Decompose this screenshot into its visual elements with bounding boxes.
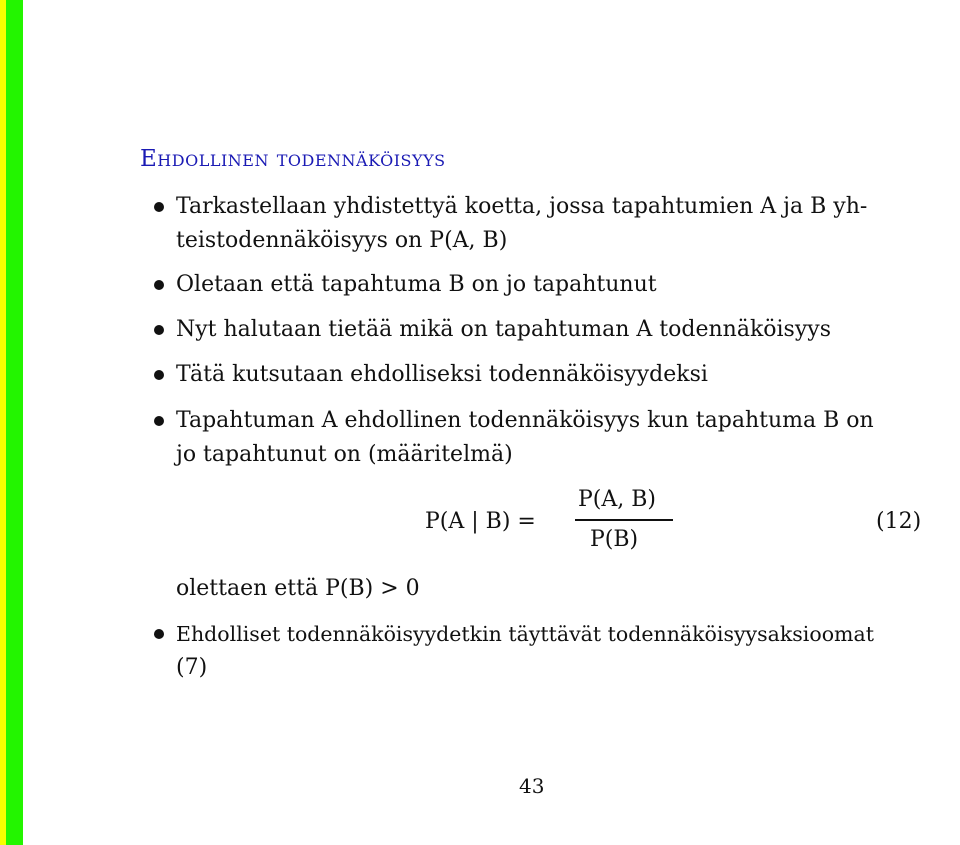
slide-title: Ehdollinen todennäköisyys — [140, 146, 446, 172]
fraction-bar — [575, 519, 673, 521]
bullet-6-line-2: (7) — [176, 655, 208, 680]
bullet-dot — [154, 629, 164, 639]
bullet-dot — [154, 280, 164, 290]
conditional-probability-formula — [425, 487, 685, 567]
bullet-dot — [154, 202, 164, 212]
bullet-3-text: Nyt halutaan tietää mikä on tapahtuman A todennäköisyys — [176, 317, 831, 342]
bullet-dot — [154, 325, 164, 335]
equation-number: (12) — [876, 509, 922, 534]
bullet-1-line-1: Tarkastellaan yhdistettyä koetta, jossa tapahtumien A ja B yh- — [176, 194, 868, 219]
bullet-1-line-2: teistodennäköisyys on P(A, B) — [176, 228, 508, 253]
formula-lhs: P(A | B) = — [425, 509, 536, 534]
bullet-dot — [154, 416, 164, 426]
bullet-6-line-1: Ehdolliset todennäköisyydetkin täyttävät todennäköisyysaksioomat — [176, 622, 874, 646]
condition-text: olettaen että P(B) > 0 — [176, 576, 420, 601]
bullet-dot — [154, 370, 164, 380]
bullet-5-line-2: jo tapahtunut on (määritelmä) — [176, 442, 513, 467]
bullet-4-text: Tätä kutsutaan ehdolliseksi todennäköisyydeksi — [176, 362, 708, 387]
formula-denominator: P(B) — [590, 527, 639, 552]
page-number: 43 — [519, 774, 545, 798]
bullet-5-line-1: Tapahtuman A ehdollinen todennäköisyys kun tapahtuma B on — [176, 408, 874, 433]
bullet-2-text: Oletaan että tapahtuma B on jo tapahtunut — [176, 272, 657, 297]
left-accent-bar-green — [6, 0, 23, 845]
formula-numerator: P(A, B) — [578, 487, 657, 512]
